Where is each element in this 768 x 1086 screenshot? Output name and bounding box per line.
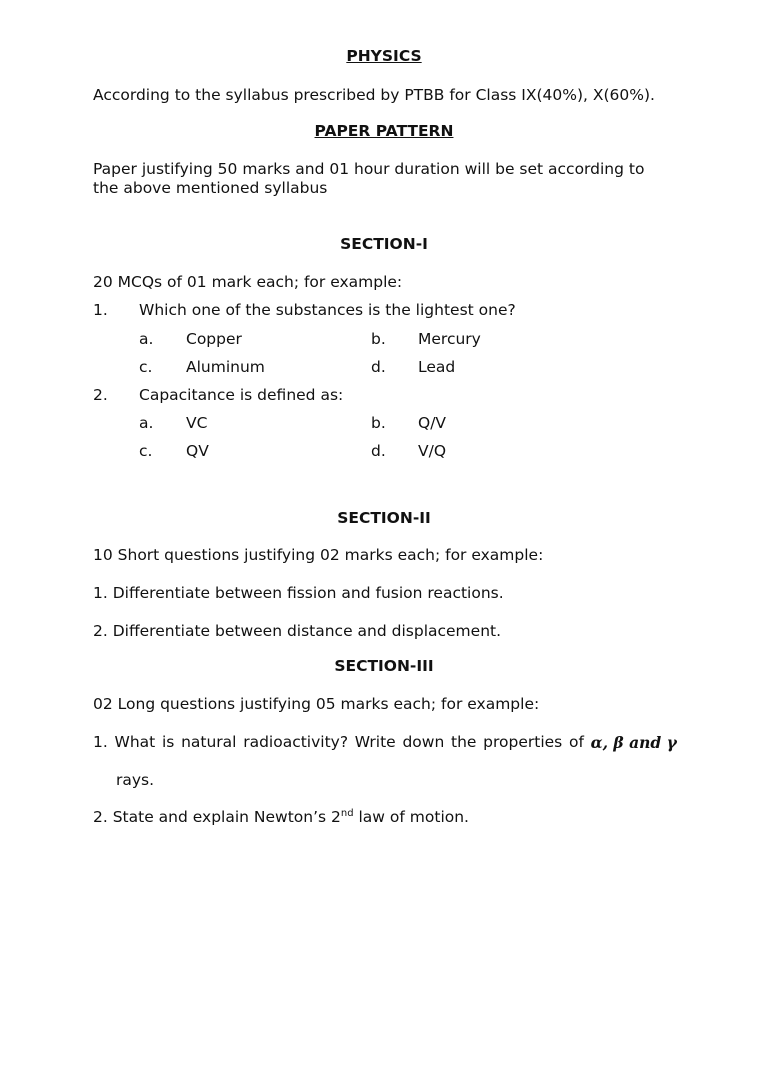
option-text: Q/V (418, 414, 447, 432)
section-1-heading: SECTION-I (340, 235, 428, 253)
option-text: Lead (418, 358, 456, 376)
section-3-heading: SECTION-III (334, 657, 434, 675)
question-word: Write (354, 733, 396, 751)
option-letter: a. (139, 414, 154, 432)
option-text: QV (186, 442, 209, 460)
question-word: down (402, 733, 445, 751)
option-text: Mercury (418, 330, 481, 348)
option-text: VC (186, 414, 208, 432)
option-letter: d. (371, 442, 386, 460)
question-text: Which one of the substances is the lightest one? (139, 301, 516, 319)
paper-pattern-heading: PAPER PATTERN (314, 122, 454, 140)
question-word: properties (483, 733, 563, 751)
question-word: of (568, 733, 584, 751)
question-word: radioactivity? (243, 733, 349, 751)
long-question-1-continuation: rays. (116, 771, 155, 789)
long-question-2 (93, 808, 469, 826)
section-2-heading: SECTION-II (337, 509, 431, 527)
syllabus-note: According to the syllabus prescribed by PTBB for Class IX(40%), X(60%). (93, 86, 655, 104)
section-1-intro: 20 MCQs of 01 mark each; for example: (93, 273, 403, 291)
option-text: Copper (186, 330, 242, 348)
question-word: is (161, 733, 175, 751)
page-title: PHYSICS (346, 47, 422, 65)
question-word: the (451, 733, 477, 751)
section-3-intro: 02 Long questions justifying 05 marks each; for example: (93, 695, 540, 713)
question-word: 1. (93, 733, 108, 751)
paper-pattern-description: Paper justifying 50 marks and 01 hour duration will be set according to the above mentioned syllabus (93, 160, 645, 197)
question-text: 2. State and explain Newton’s 2 (93, 808, 341, 826)
short-question-2: 2. Differentiate between distance and displacement. (93, 622, 502, 640)
option-letter: b. (371, 330, 386, 348)
option-text: V/Q (418, 442, 447, 460)
question-word: natural (181, 733, 237, 751)
option-letter: d. (371, 358, 386, 376)
question-number: 1. (93, 301, 108, 319)
option-letter: a. (139, 330, 154, 348)
math-expression: α, β and γ (590, 733, 677, 752)
ordinal-suffix: nd (340, 807, 354, 819)
question-text: law of motion. (353, 808, 469, 826)
option-letter: c. (139, 358, 153, 376)
section-2-intro: 10 Short questions justifying 02 marks each; for example: (93, 546, 544, 564)
question-word: What (114, 733, 156, 751)
option-letter: b. (371, 414, 386, 432)
option-text: Aluminum (186, 358, 265, 376)
question-number: 2. (93, 386, 108, 404)
option-letter: c. (139, 442, 153, 460)
short-question-1: 1. Differentiate between fission and fusion reactions. (93, 584, 504, 602)
long-question-1 (93, 733, 677, 752)
question-text: Capacitance is defined as: (139, 386, 344, 404)
